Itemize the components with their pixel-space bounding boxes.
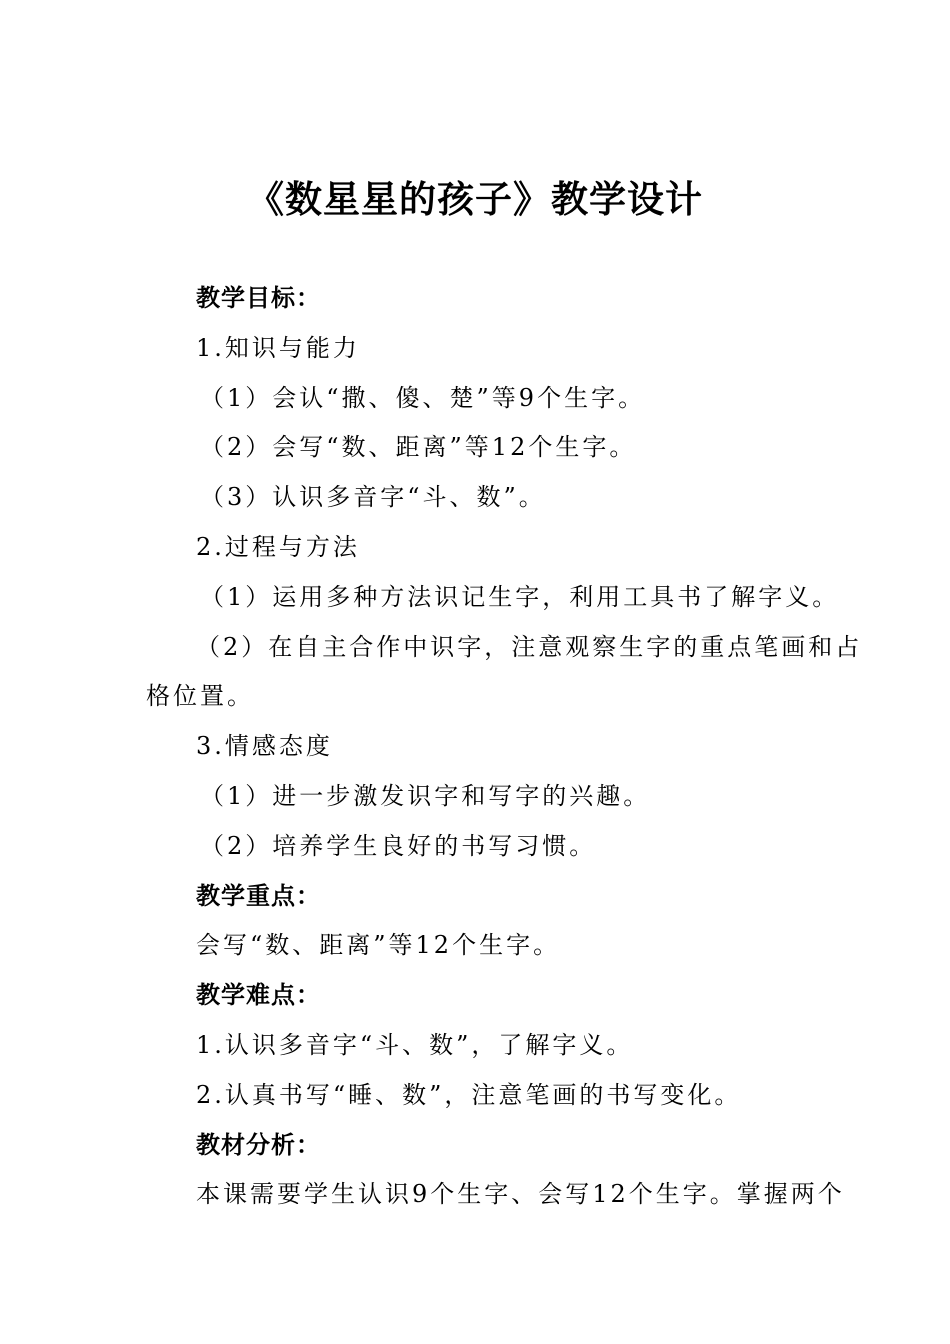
document-body — [146, 274, 863, 1220]
goal1-title: 1.知识与能力 — [196, 333, 360, 362]
difficulty-item1: 1.认识多音字“斗、数”，了解字义。 — [196, 1030, 634, 1059]
section-heading-goals: 教学目标： — [196, 284, 321, 312]
goal2-item2-line2: 格位置。 — [146, 682, 254, 711]
key-text: 会写“数、距离”等12个生字。 — [196, 931, 561, 960]
section-heading-key: 教学重点： — [196, 881, 321, 910]
section-heading-difficulty: 教学难点： — [196, 981, 321, 1010]
goal2-title: 2.过程与方法 — [196, 532, 360, 561]
goal3-item2: （2）培养学生良好的书写习惯。 — [200, 831, 597, 860]
goal3-item1: （1）进一步激发识字和写字的兴趣。 — [200, 781, 651, 810]
goal2-item1: （1）运用多种方法识记生字，利用工具书了解字义。 — [200, 582, 840, 611]
goal3-title: 3.情感态度 — [196, 732, 333, 761]
goal1-item3: （3）认识多音字“斗、数”。 — [200, 483, 546, 512]
difficulty-item2: 2.认真书写“睡、数”，注意笔画的书写变化。 — [196, 1080, 742, 1109]
goal1-item2: （2）会写“数、距离”等12个生字。 — [200, 433, 637, 462]
goal1-item1: （1）会认“撒、傻、楚”等9个生字。 — [200, 383, 646, 412]
material-text: 本课需要学生认识9个生字、会写12个生字。掌握两个 — [196, 1180, 845, 1209]
section-heading-material: 教材分析： — [196, 1130, 321, 1159]
document-title: 《数星星的孩子》教学设计 — [247, 178, 703, 221]
goal2-item2-line1: （2）在自主合作中识字，注意观察生字的重点笔画和占 — [196, 632, 863, 661]
